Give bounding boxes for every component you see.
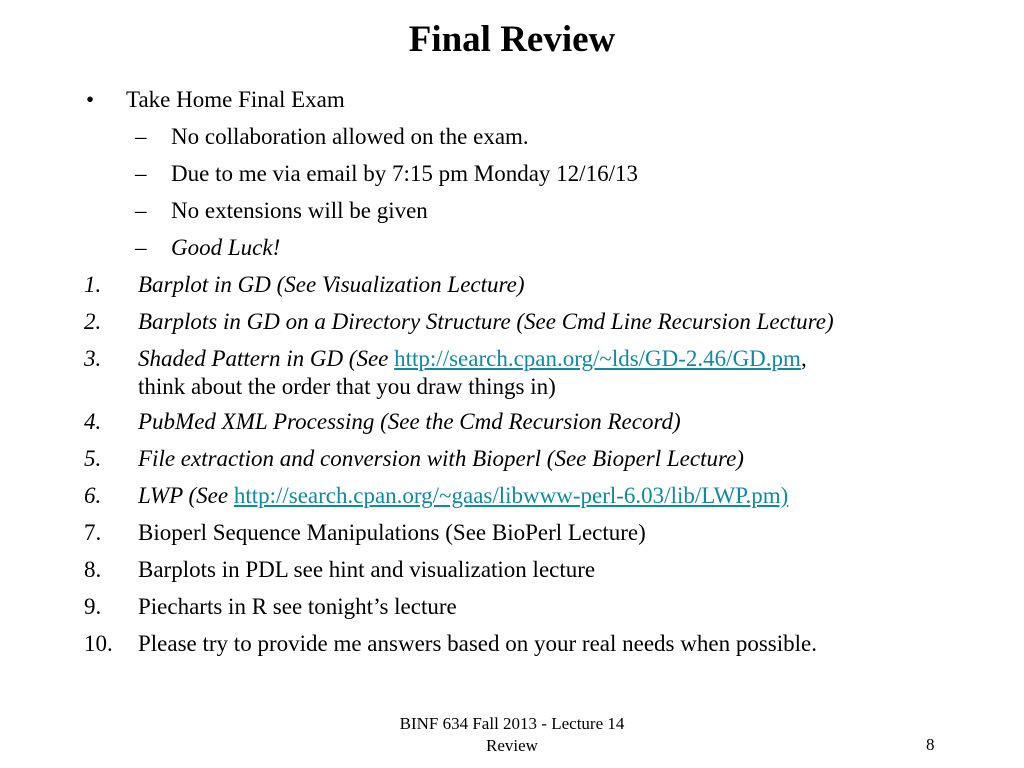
item-number: 9.: [84, 594, 102, 619]
slide-title: Final Review: [408, 19, 616, 60]
item-number: 3.: [84, 346, 102, 371]
bullet-text: Take Home Final Exam: [126, 87, 345, 112]
numbered-item: [84, 271, 984, 299]
sub-item: [84, 123, 984, 151]
item-number: 2.: [84, 309, 102, 334]
item-text: File extraction and conversion with Bioperl (See Bioperl Lecture): [138, 446, 744, 471]
item-text: Barplots in GD on a Directory Structure (See Cmd Line Recursion Lecture): [138, 309, 834, 334]
item-text-continuation: think about the order that you draw things in): [138, 374, 556, 399]
item-number: 1.: [84, 272, 102, 297]
footer-topic-line: Review: [486, 736, 538, 755]
item-text: Please try to provide me answers based on your real needs when possible.: [138, 631, 817, 656]
item-number: 6.: [84, 483, 102, 508]
numbered-item: [84, 593, 984, 621]
item-number: 7.: [84, 520, 102, 545]
gd-module-link[interactable]: http://search.cpan.org/~lds/GD-2.46/GD.pm: [394, 346, 801, 371]
item-number: 10.: [84, 631, 113, 656]
item-text: Barplot in GD (See Visualization Lecture): [138, 272, 525, 297]
item-text-suffix: ,: [800, 346, 807, 371]
page-number: 8: [926, 735, 935, 754]
dash-marker: –: [135, 235, 147, 260]
numbered-item: [84, 556, 984, 584]
lwp-module-link[interactable]: http://search.cpan.org/~gaas/libwww-perl-6.03/lib/LWP.pm): [233, 483, 789, 508]
sub-item: [84, 197, 984, 225]
numbered-item: [84, 408, 984, 436]
item-text-prefix: LWP (See: [138, 483, 234, 508]
slide-content: [84, 86, 984, 667]
item-text: Piecharts in R see tonight’s lecture: [138, 594, 457, 619]
sub-item-text: Good Luck!: [171, 235, 281, 260]
sub-item: [84, 234, 984, 262]
bullet-marker: •: [86, 87, 95, 112]
item-text: Bioperl Sequence Manipulations (See BioPerl Lecture): [138, 520, 646, 545]
numbered-item: [84, 482, 984, 510]
numbered-item: [84, 445, 984, 473]
sub-item-text: Due to me via email by 7:15 pm Monday 12/16/13: [171, 161, 638, 186]
numbered-item: [84, 630, 984, 658]
sub-item: [84, 160, 984, 188]
item-text: Barplots in PDL see hint and visualization lecture: [138, 557, 596, 582]
numbered-item: [84, 308, 984, 336]
footer-course-line: BINF 634 Fall 2013 - Lecture 14: [399, 714, 625, 733]
item-text-prefix: Shaded Pattern in GD (See: [138, 346, 395, 371]
dash-marker: –: [135, 198, 147, 223]
item-text: PubMed XML Processing (See the Cmd Recursion Record): [138, 409, 681, 434]
dash-marker: –: [135, 124, 147, 149]
item-number: 4.: [84, 409, 102, 434]
item-text: [84, 482, 984, 510]
sub-item-text: No collaboration allowed on the exam.: [171, 124, 529, 149]
item-text: [84, 345, 984, 401]
item-number: 8.: [84, 557, 102, 582]
dash-marker: –: [135, 161, 147, 186]
item-number: 5.: [84, 446, 102, 471]
numbered-item: [84, 345, 984, 401]
sub-item-text: No extensions will be given: [171, 198, 428, 223]
slide-footer: [352, 713, 672, 757]
numbered-item: [84, 519, 984, 547]
bullet-item: [84, 86, 984, 114]
